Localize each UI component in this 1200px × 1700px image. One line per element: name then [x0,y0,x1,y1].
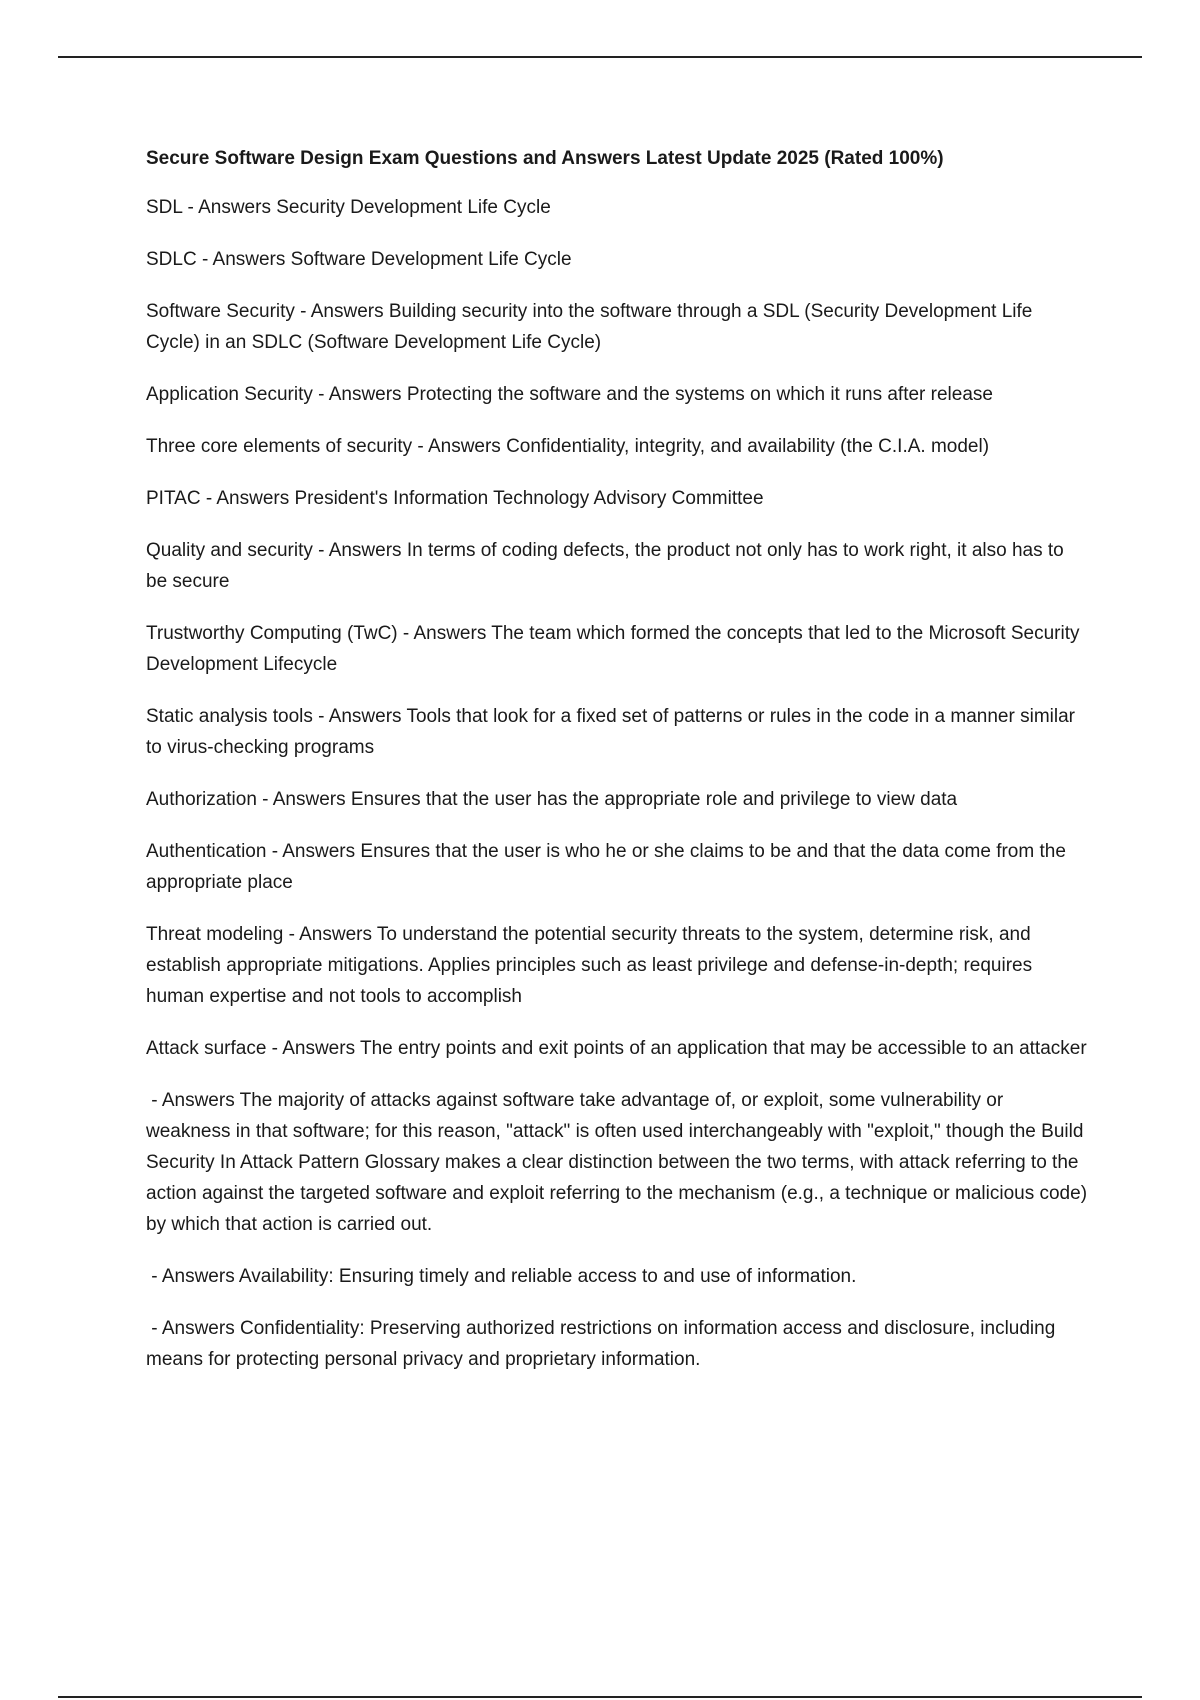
footer-divider [58,1696,1142,1698]
qa-item: Authorization - Answers Ensures that the user has the appropriate role and privilege to view data [146,789,958,810]
document-title: Secure Software Design Exam Questions and Answers Latest Update 2025 (Rated 100%) [146,148,944,169]
qa-item: Trustworthy Computing (TwC) - Answers The team which formed the concepts that led to the Microsoft Security Development Lifecycle [146,623,1085,675]
qa-item: Quality and security - Answers In terms of coding defects, the product not only has to work right, it also has to be secure [146,540,1070,592]
qa-item: Static analysis tools - Answers Tools that look for a fixed set of patterns or rules in the code in a manner similar to virus-checking programs [146,706,1081,758]
qa-list [146,192,1093,1375]
qa-item: Threat modeling - Answers To understand the potential security threats to the system, determine risk, and establish appropriate mitigations. Applies principles such as least privilege and defense-in-depth; requires human expertise and not tools to accomplish [146,924,1038,1007]
qa-item: Three core elements of security - Answers Confidentiality, integrity, and availability (the C.I.A. model) [146,436,990,457]
qa-item: - Answers Confidentiality: Preserving authorized restrictions on information access and disclosure, including means for protecting personal privacy and proprietary information. [146,1318,1061,1370]
header-divider [58,56,1142,58]
document-body [146,144,1093,1396]
qa-item: - Answers The majority of attacks against software take advantage of, or exploit, some vulnerability or weakness in that software; for this reason, "attack" is often used interchangeably with "exploit," though the Build Security In Attack Pattern Glossary makes a clear distinction between the two terms, with attack referring to the action against the targeted software and exploit referring to the mechanism (e.g., a technique or malicious code) by which that action is carried out. [146,1090,1093,1235]
qa-item: SDLC - Answers Software Development Life Cycle [146,249,572,270]
qa-item: PITAC - Answers President's Information Technology Advisory Committee [146,488,764,509]
qa-item: - Answers Availability: Ensuring timely and reliable access to and use of information. [146,1266,857,1287]
qa-item: SDL - Answers Security Development Life Cycle [146,197,551,218]
qa-item: Application Security - Answers Protecting the software and the systems on which it runs after release [146,384,993,405]
qa-item: Attack surface - Answers The entry points and exit points of an application that may be accessible to an attacker [146,1038,1087,1059]
qa-item: Authentication - Answers Ensures that the user is who he or she claims to be and that the data come from the appropriate place [146,841,1072,893]
qa-item: Software Security - Answers Building security into the software through a SDL (Security Development Life Cycle) in an SDLC (Software Development Life Cycle) [146,301,1038,353]
